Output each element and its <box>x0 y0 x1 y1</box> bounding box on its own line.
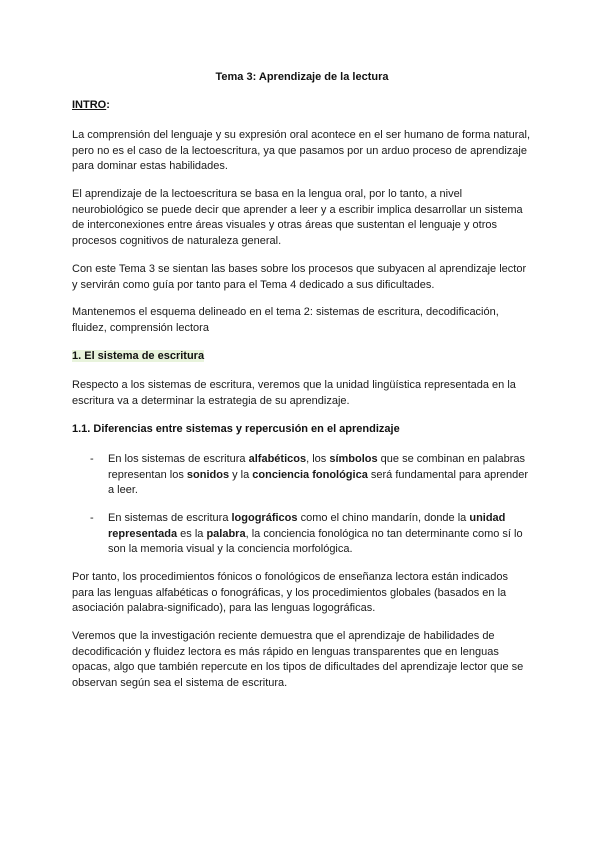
bullet-logographic <box>90 511 530 558</box>
document-title: Tema 3: Aprendizaje de la lectura <box>215 71 389 83</box>
bullet-dash: - <box>90 453 94 465</box>
bullet-alphabetic-text <box>108 452 530 499</box>
bullet-1-text-5: será fundamental para aprender a leer. <box>108 468 529 496</box>
intro-heading <box>72 99 110 111</box>
bullet-1-text-4: y la <box>229 468 253 481</box>
bullet-1-text-1: En los sistemas de escritura <box>108 453 249 465</box>
bullet-2-keyword-palabra: palabra <box>206 527 246 540</box>
bullet-2-text-2: como el chino mandarín, donde la <box>297 512 470 524</box>
bullet-1-text-3: que se combinan en palabras representan los <box>108 453 526 481</box>
paragraph-6: Veremos que la investigación reciente demuestra que el aprendizaje de habilidades de decodificación y fluidez lectora es más rápido en lenguas transparentes que en lenguas opacas, algo que también repercute en los tipos de dificultades del aprendizaje lector que se observan según sea el sistema de escritura. <box>72 630 524 689</box>
bullet-logographic-text <box>108 511 530 558</box>
section-1-heading-text: 1. El sistema de escritura <box>72 350 205 362</box>
section-1-heading <box>72 350 532 362</box>
bullet-alphabetic <box>90 452 530 499</box>
intro-colon: : <box>106 99 110 111</box>
paragraph-4: Mantenemos el esquema delineado en el tema 2: sistemas de escritura, decodificación, fluidez, comprensión lectora <box>72 306 499 334</box>
bullet-2-keyword-logograficos: logográficos <box>231 512 298 524</box>
bullet-1-text-2: , los <box>306 453 330 465</box>
paragraph-3: Con este Tema 3 se sientan las bases sobre los procesos que subyacen al aprendizaje lector y servirán como guía por tanto para el Tema 4 dedicado a sus dificultades. <box>72 263 527 291</box>
paragraph-2: El aprendizaje de la lectoescritura se basa en la lengua oral, por lo tanto, a nivel neurobiológico se puede decir que aprender a leer y a escribir implica desarrollar un sistema de interconexiones entre áreas visuales y otras áreas que sustentan el lenguaje y otros procesos cognitivos de naturaleza general. <box>72 188 523 247</box>
paragraph-1: La comprensión del lenguaje y su expresión oral acontece en el ser humano de forma natural, pero no es el caso de la lectoescritura, ya que pasamos por un arduo proceso de aprendizaje para dominar estas habilidades. <box>72 129 530 172</box>
section-1-1-heading: 1.1. Diferencias entre sistemas y repercusión en el aprendizaje <box>72 423 400 435</box>
bullet-1-keyword-conciencia-fonologica: conciencia fonológica <box>252 468 368 481</box>
bullet-2-text-3: es la <box>177 527 207 540</box>
bullet-dash: - <box>90 512 94 524</box>
paragraph-5: Por tanto, los procedimientos fónicos o fonológicos de enseñanza lectora están indicados para las lenguas alfabéticas o fonográficas, y los procedimientos globales (basados en la asociación palabra-significado), para las lenguas logográficas. <box>72 571 508 614</box>
bullet-1-keyword-alfabeticos: alfabéticos <box>248 453 307 465</box>
section-1-paragraph: Respecto a los sistemas de escritura, veremos que la unidad lingüística representada en la escritura va a determinar la estrategia de su aprendizaje. <box>72 379 516 407</box>
bullet-2-keyword-unidad-representada: unidad representada <box>108 512 506 540</box>
bullet-2-text-4: , la conciencia fonológica no tan determinante como sí lo son la memoria visual y la conciencia morfológica. <box>108 527 523 555</box>
intro-label: INTRO <box>72 99 107 111</box>
bullet-2-text-1: En sistemas de escritura <box>108 512 232 524</box>
bullet-1-keyword-sonidos: sonidos <box>186 468 230 481</box>
bullet-1-keyword-simbolos: símbolos <box>329 453 378 465</box>
